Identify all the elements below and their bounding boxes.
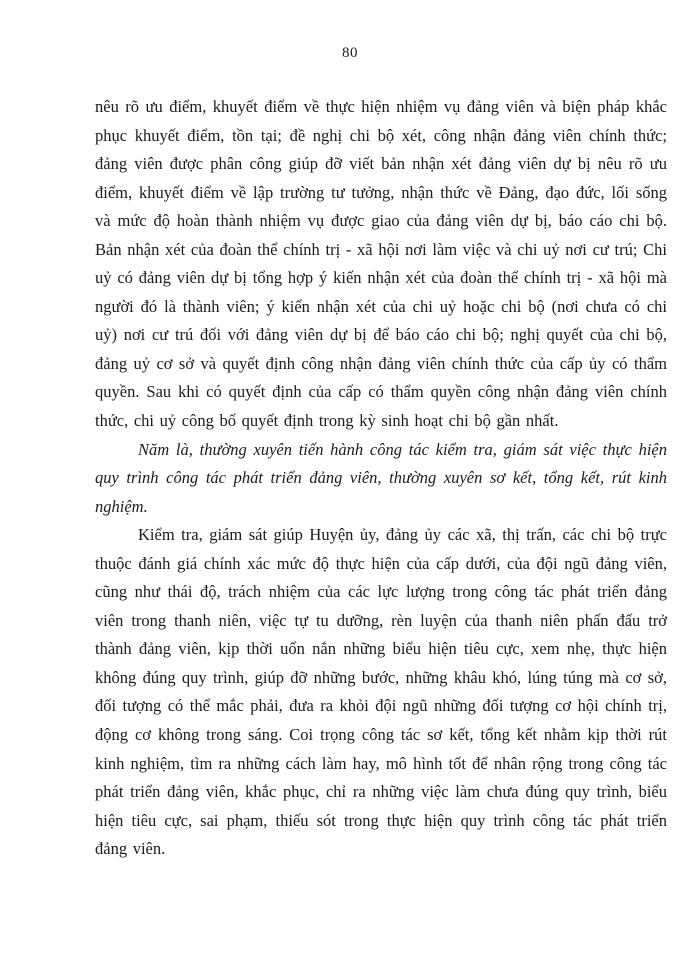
paragraph-italic-nam-la: Năm là, thường xuyên tiến hành công tác kiểm tra, giám sát việc thực hiện quy trình công tác phát triển đảng viên, thường xuyên sơ kết, tổng kết, rút kinh nghiệm. [95,439,667,516]
paragraph-continuation: nêu rõ ưu điểm, khuyết điểm về thực hiện nhiệm vụ đảng viên và biện pháp khắc phục khuyết điểm, tồn tại; đề nghị chi bộ xét, công nhận đảng viên chính thức; đảng viên được phân công giúp đỡ viết bản nhận xét đảng viên dự bị nêu rõ ưu điểm, khuyết điểm về lập trường tư tưởng, nhận thức về Đảng, đạo đức, lối sống và mức độ hoàn thành nhiệm vụ được giao của đảng viên dự bị, báo cáo chi bộ. Bản nhận xét của đoàn thể chính trị - xã hội nơi làm việc và chi uỷ nơi cư trú; Chi uỷ có đảng viên dự bị tổng hợp ý kiến nhận xét của đoàn thể chính trị - xã hội mà người đó là thành viên; ý kiến nhận xét của chi uỷ hoặc chi bộ (nơi chưa có chi uỷ) nơi cư trú đối với đảng viên dự bị để báo cáo chi bộ; nghị quyết của chi bộ, đảng uỷ cơ sở và quyết định công nhận đảng viên chính thức của cấp ủy có thẩm quyền. Sau khi có quyết định của cấp có thẩm quyền công nhận đảng viên chính thức, chi uỷ công bố quyết định trong kỳ sinh hoạt chi bộ gần nhất. [95,97,667,431]
paragraph-kiem-tra: Kiểm tra, giám sát giúp Huyện ủy, đảng ủy các xã, thị trấn, các chi bộ trực thuộc đánh giá chính xác mức độ thực hiện của cấp dưới, của đội ngũ đảng viên, cũng như thái độ, trách nhiệm của các lực lượng trong công tác phát triển đảng viên trong thanh niên, việc tự tu dưỡng, rèn luyện của thanh niên phấn đấu trở thành đảng viên, kịp thời uốn nắn những biểu hiện tiêu cực, xem nhẹ, thực hiện không đúng quy trình, giúp đỡ những bước, những khâu khó, lúng túng mà cơ sở, đối tượng có thể mắc phải, đưa ra khỏi đội ngũ những đối tượng cơ hội chính trị, động cơ không trong sáng. Coi trọng công tác sơ kết, tổng kết nhằm kịp thời rút kinh nghiệm, tìm ra những cách làm hay, mô hình tốt để nhân rộng trong công tác phát triển đảng viên, khắc phục, chỉ ra những việc làm chưa đúng quy trình, biểu hiện tiêu cực, sai phạm, thiếu sót trong thực hiện quy trình công tác phát triển đảng viên. [95,525,667,859]
page-number: 80 [342,45,358,61]
page-body [95,93,667,864]
